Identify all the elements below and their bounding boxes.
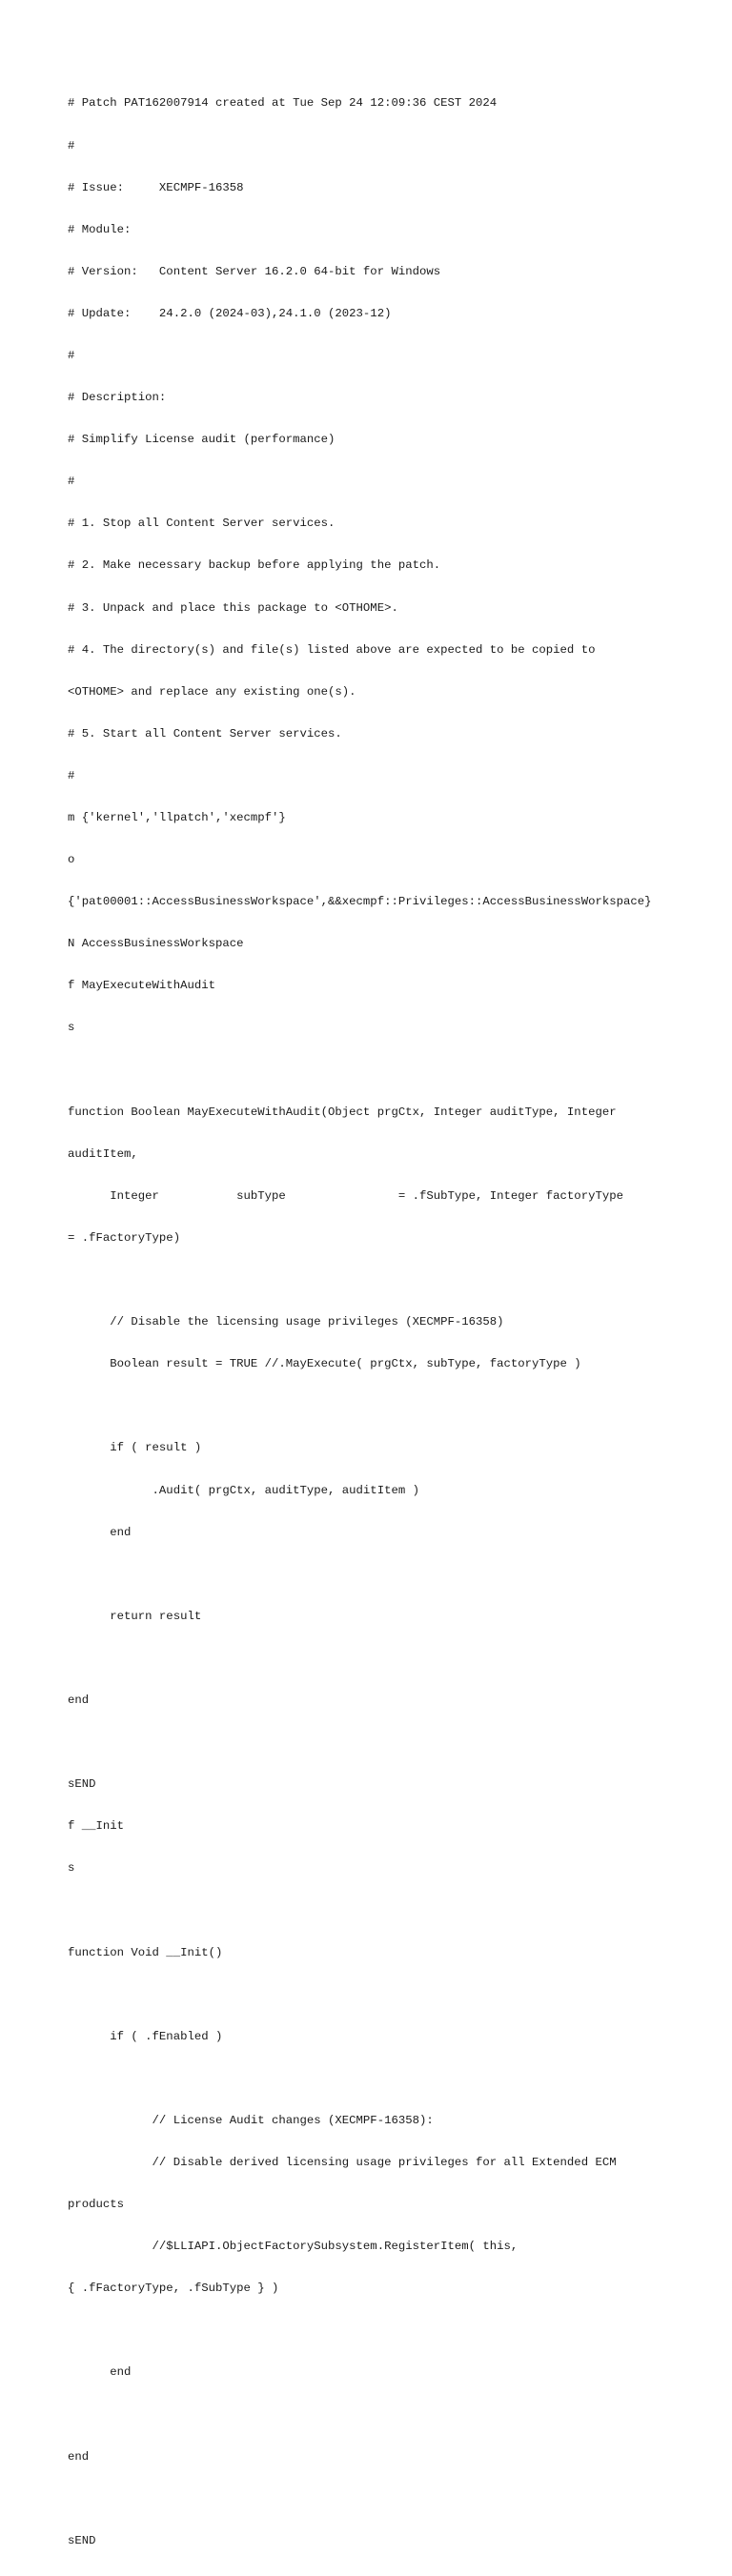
code-line: = .fFactoryType)	[68, 1230, 181, 1245]
code-line: #	[68, 348, 75, 362]
code-line: # Issue: XECMPF-16358	[68, 180, 244, 194]
code-line: m {'kernel','llpatch','xecmpf'}	[68, 811, 286, 824]
code-line	[68, 1064, 697, 1078]
code-line	[68, 2072, 697, 2086]
code-line: # 1. Stop all Content Server services.	[68, 517, 336, 531]
code-line	[68, 1568, 697, 1582]
code-line: //$LLIAPI.ObjectFactorySubsystem.RegisterItem( this,	[68, 2240, 518, 2254]
code-line	[68, 2408, 697, 2423]
code-line	[68, 2323, 697, 2338]
code-line	[68, 1273, 697, 1288]
code-line: end	[68, 1525, 132, 1539]
code-line: # Simplify License audit (performance)	[68, 433, 336, 447]
code-line: function Void __Init()	[68, 1945, 223, 1959]
code-line: s	[68, 1021, 75, 1035]
code-line: Boolean result = TRUE //.MayExecute( prgCtx, subType, factoryType )	[68, 1357, 581, 1371]
code-line	[68, 1652, 697, 1666]
code-line: s	[68, 1861, 75, 1876]
code-line: # Version: Content Server 16.2.0 64-bit for Windows	[68, 264, 441, 278]
code-line: o	[68, 853, 75, 867]
code-line: #	[68, 768, 75, 782]
code-line: sEND	[68, 2533, 96, 2547]
code-line: # 2. Make necessary backup before applying the patch.	[68, 558, 441, 573]
code-line: // License Audit changes (XECMPF-16358):	[68, 2113, 434, 2127]
code-line: # 3. Unpack and place this package to <OTHOME>.	[68, 600, 398, 615]
code-line: end	[68, 2365, 132, 2380]
code-line: sEND	[68, 1777, 96, 1792]
code-line: auditItem,	[68, 1146, 138, 1161]
code-line: Integer subType = .fSubType, Integer factoryType	[68, 1188, 623, 1203]
code-line	[68, 1903, 697, 1917]
code-line: function Boolean MayExecuteWithAudit(Object prgCtx, Integer auditType, Integer	[68, 1105, 617, 1119]
code-line: # 5. Start all Content Server services.	[68, 726, 342, 740]
patch-file-text	[68, 69, 697, 2576]
code-line: # Patch PAT162007914 created at Tue Sep 24 12:09:36 CEST 2024	[68, 96, 498, 111]
code-line: # Update: 24.2.0 (2024-03),24.1.0 (2023-12)	[68, 306, 392, 320]
code-line: if ( result )	[68, 1441, 202, 1455]
code-line: // Disable derived licensing usage privileges for all Extended ECM	[68, 2156, 617, 2169]
code-line	[68, 2492, 697, 2506]
code-line: end	[68, 2449, 90, 2464]
code-line: # 4. The directory(s) and file(s) listed above are expected to be copied to	[68, 642, 596, 657]
code-line: return result	[68, 1609, 202, 1623]
code-line	[68, 1735, 697, 1750]
code-line: { .fFactoryType, .fSubType } )	[68, 2282, 279, 2296]
code-line: end	[68, 1693, 90, 1707]
code-line: # Description:	[68, 391, 167, 405]
code-line: products	[68, 2198, 125, 2212]
code-line	[68, 1988, 697, 2002]
code-line	[68, 1399, 697, 1413]
code-line: .Audit( prgCtx, auditType, auditItem )	[68, 1483, 419, 1497]
code-line: if ( .fEnabled )	[68, 2029, 223, 2043]
code-line: N AccessBusinessWorkspace	[68, 937, 244, 951]
code-line: <OTHOME> and replace any existing one(s).	[68, 684, 356, 699]
code-line: {'pat00001::AccessBusinessWorkspace',&&xecmpf::Privileges::AccessBusinessWorkspace}	[68, 895, 652, 909]
code-line: // Disable the licensing usage privileges (XECMPF-16358)	[68, 1315, 504, 1329]
code-line: #	[68, 138, 75, 152]
code-line: f __Init	[68, 1819, 125, 1834]
code-line: #	[68, 475, 75, 489]
code-line: f MayExecuteWithAudit	[68, 979, 215, 993]
code-line: # Module:	[68, 222, 132, 236]
